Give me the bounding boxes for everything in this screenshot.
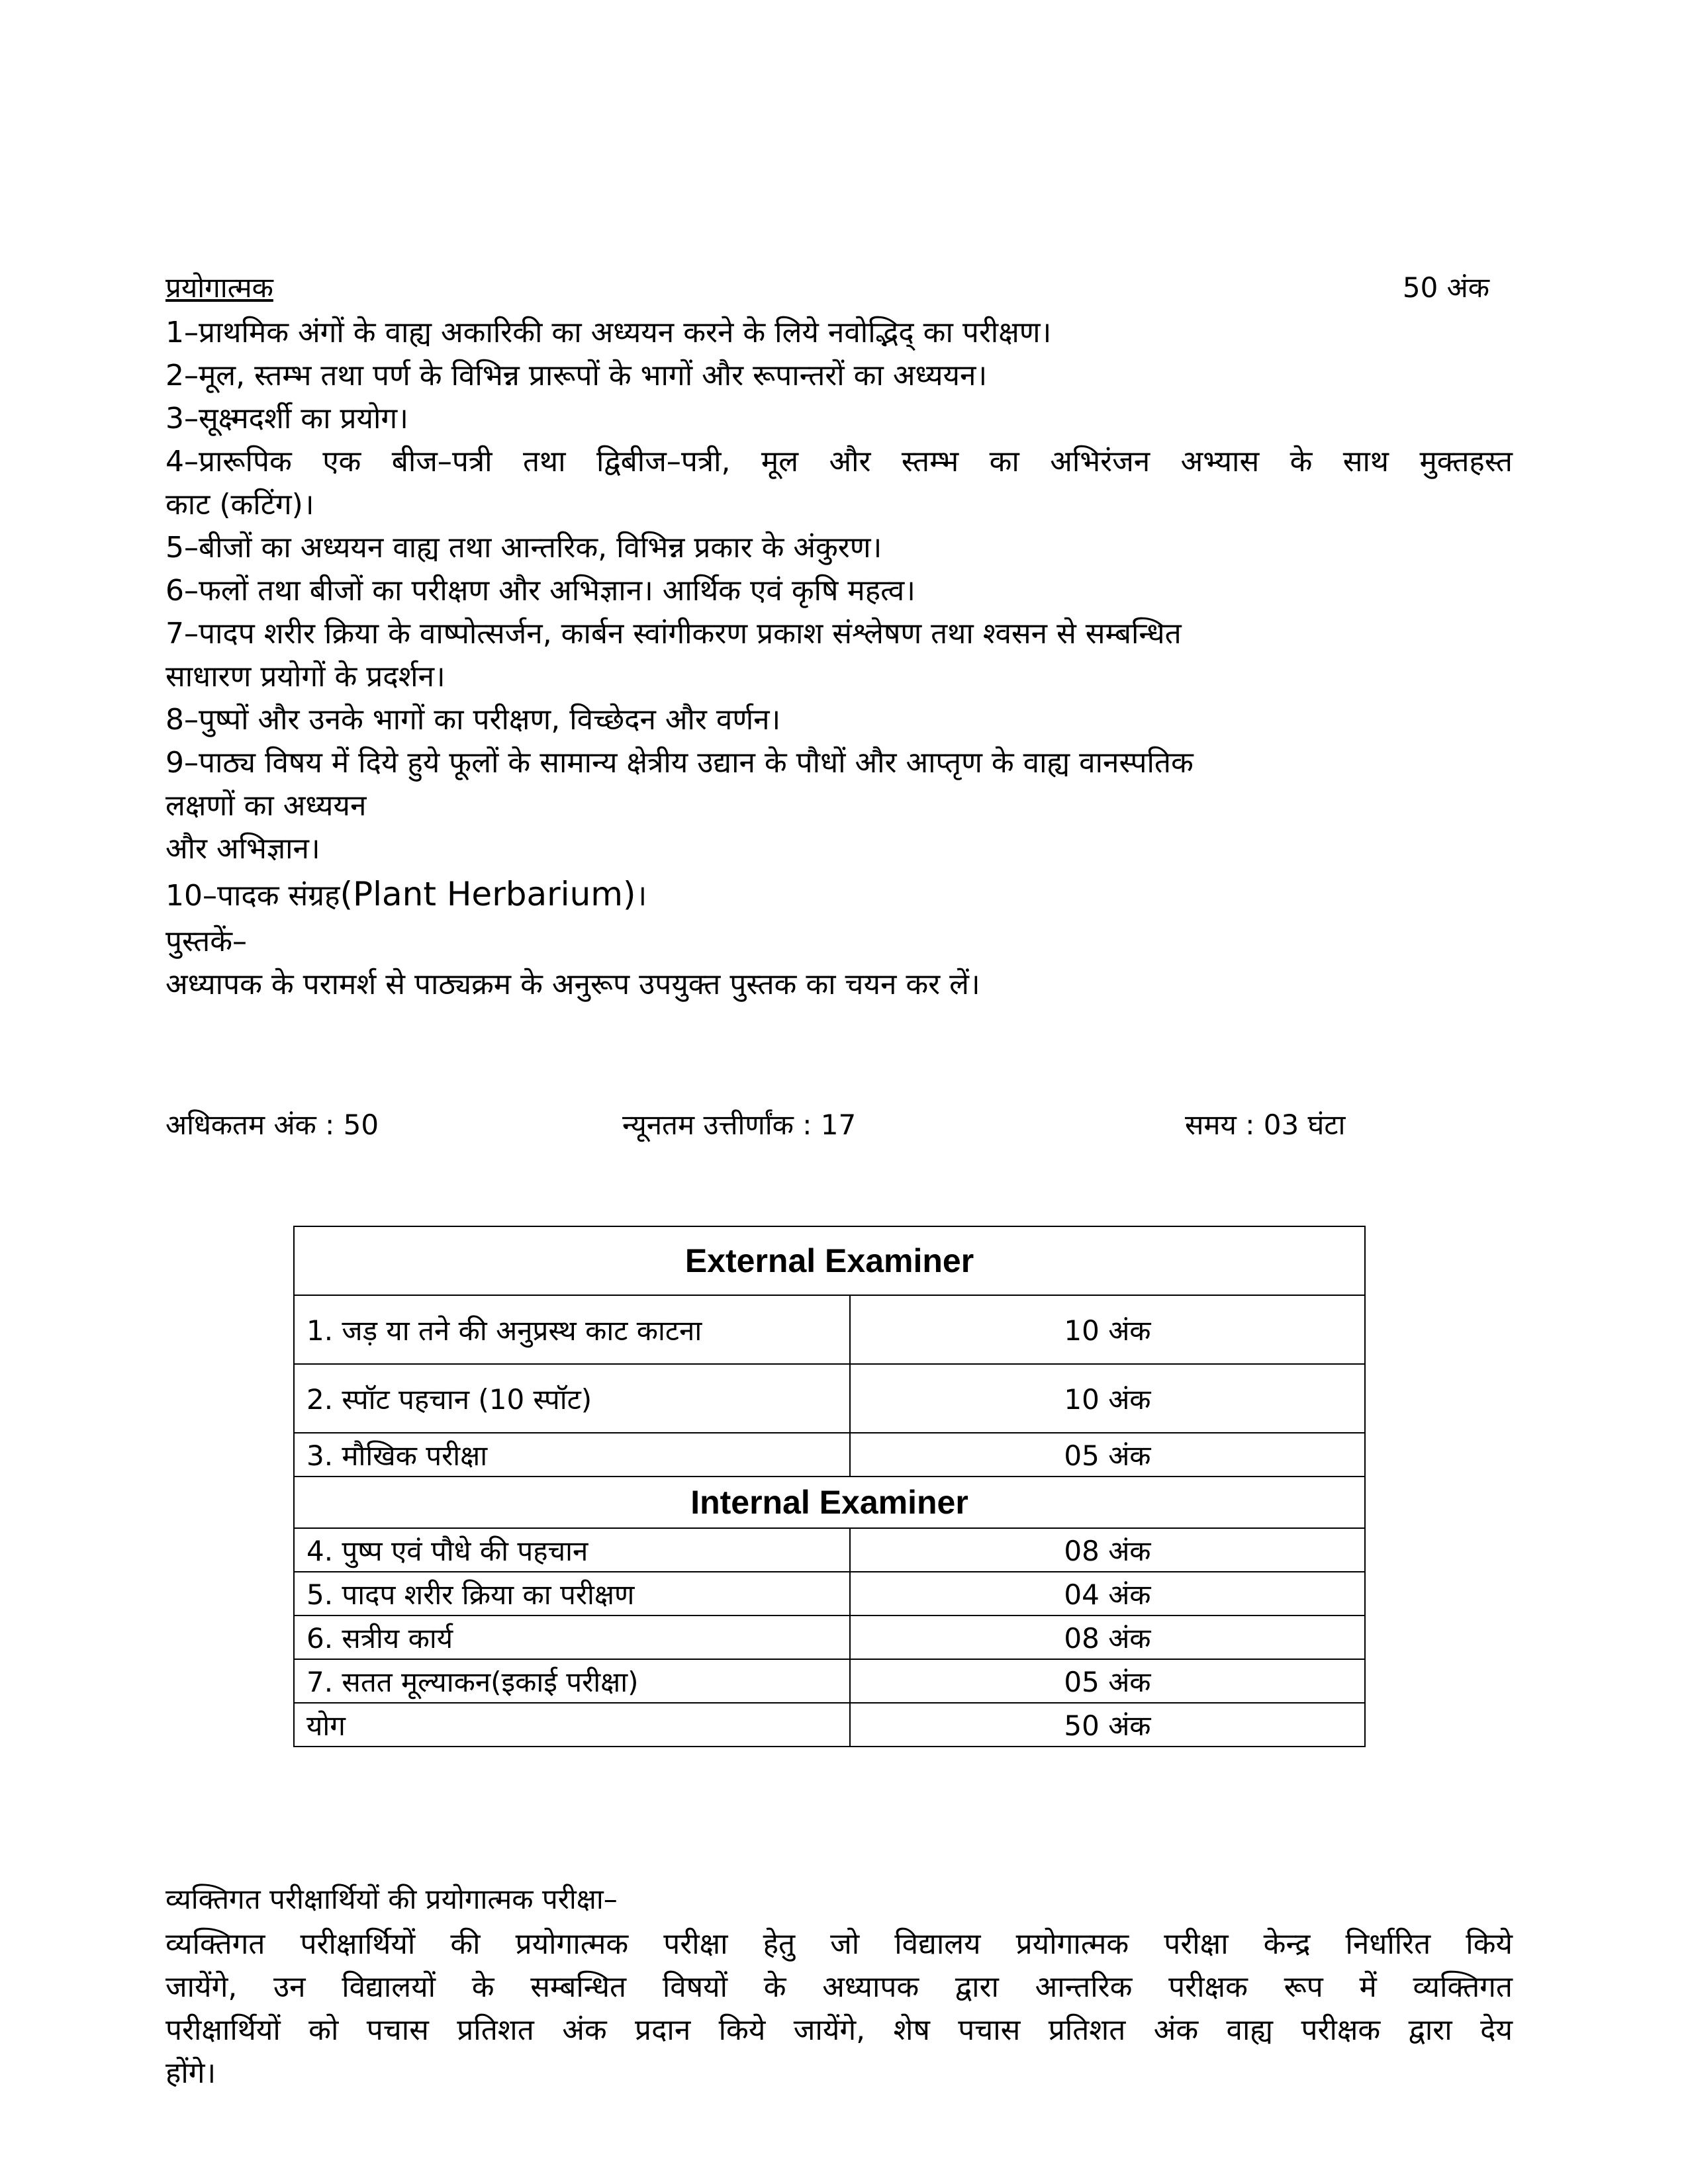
row-value: 08 अंक — [850, 1528, 1365, 1572]
row-label: 1. जड़ या तने की अनुप्रस्थ काट काटना — [294, 1295, 850, 1364]
table-row — [294, 1528, 1365, 1572]
practical-item: साधारण प्रयोगों के प्रदर्शन। — [165, 660, 445, 694]
practical-item: 6–फलों तथा बीजों का परीक्षण और अभिज्ञान। आर्थिक एवं कृषि महत्व। — [165, 574, 915, 608]
practical-item: 1–प्राथमिक अंगों के वाह्य अकारिकी का अध्ययन करने के लिये नवोद्भिद् का परीक्षण। — [165, 316, 1052, 349]
private-exam-paragraph — [165, 1923, 1513, 2095]
row-label: 5. पादप शरीर क्रिया का परीक्षण — [294, 1572, 850, 1615]
row-value: 05 अंक — [850, 1433, 1365, 1477]
table-section-row — [294, 1226, 1365, 1295]
paragraph-line: व्यक्तिगत परीक्षार्थियों की प्रयोगात्मक परीक्षा हेतु जो विद्यालय प्रयोगात्मक परीक्षा केन्द्र निर्धारित किये — [165, 1927, 1513, 1961]
practical-item: लक्षणों का अध्ययन — [165, 789, 367, 823]
books-text: अध्यापक के परामर्श से पाठ्यक्रम के अनुरूप उपयुक्त पुस्तक का चयन कर लें। — [165, 968, 980, 1001]
row-value: 04 अंक — [850, 1572, 1365, 1615]
practical-heading: प्रयोगात्मक — [165, 271, 273, 304]
paragraph-line: होंगे। — [165, 2056, 216, 2090]
table-row — [294, 1659, 1365, 1703]
item10-latin: (Plant Herbarium) — [340, 875, 636, 913]
practical-item: 2–मूल, स्तम्भ तथा पर्ण के विभिन्न प्रारूपों के भागों और रूपान्तरों का अध्ययन। — [165, 359, 988, 392]
practical-item: और अभिज्ञान। — [165, 832, 320, 866]
row-value: 05 अंक — [850, 1659, 1365, 1703]
table-section-row — [294, 1477, 1365, 1528]
table-row — [294, 1433, 1365, 1477]
practical-item: 7–पादप शरीर क्रिया के वाष्पोत्सर्जन, कार्बन स्वांगीकरण प्रकाश संश्लेषण तथा श्वसन से सम्बन्धित — [165, 617, 1182, 651]
private-exam-heading: व्यक्तिगत परीक्षार्थियों की प्रयोगात्मक परीक्षा– — [165, 1883, 618, 1915]
item10-prefix: 10–पादक संग्रह — [165, 879, 340, 913]
row-label: 6. सत्रीय कार्य — [294, 1615, 850, 1659]
external-examiner-title: External Examiner — [294, 1226, 1365, 1295]
table-total-row — [294, 1703, 1365, 1747]
internal-examiner-title: Internal Examiner — [294, 1477, 1365, 1528]
row-value: 10 अंक — [850, 1364, 1365, 1433]
practical-item: 5–बीजों का अध्ययन वाह्य तथा आन्तरिक, विभिन्न प्रकार के अंकुरण। — [165, 531, 882, 565]
practical-heading-row — [165, 268, 1489, 310]
table-row — [294, 1364, 1365, 1433]
paragraph-line: परीक्षार्थियों को पचास प्रतिशत अंक प्रदान किये जायेंगे, शेष पचास प्रतिशत अंक वाह्य परीक्षक द्वारा देय — [165, 2013, 1513, 2047]
practical-item: 9–पाठ्य विषय में दिये हुये फूलों के सामान्य क्षेत्रीय उद्यान के पौधों और आप्तृण के वाह्य वानस्पतिक — [165, 746, 1194, 780]
total-value: 50 अंक — [850, 1703, 1365, 1747]
total-label: योग — [294, 1703, 850, 1747]
table-row — [294, 1295, 1365, 1364]
books-label: पुस्तकें– — [165, 925, 247, 958]
practical-total-marks: 50 अंक — [1402, 271, 1489, 304]
marks-distribution-table — [293, 1226, 1366, 1747]
table-row — [294, 1572, 1365, 1615]
practical-item: 8–पुष्पों और उनके भागों का परीक्षण, विच्छेदन और वर्णन। — [165, 703, 781, 737]
min-pass-marks: न्यूनतम उत्तीर्णांक : 17 — [622, 1109, 857, 1141]
practical-items — [165, 311, 1513, 1006]
row-value: 10 अंक — [850, 1295, 1365, 1364]
practical-item: 4–प्रारूपिक एक बीज–पत्री तथा द्विबीज–पत्री, मूल और स्तम्भ का अभिरंजन अभ्यास के साथ मुक्तहस्त — [165, 445, 1513, 478]
practical-item-10 — [165, 870, 1513, 920]
max-marks: अधिकतम अंक : 50 — [165, 1109, 379, 1141]
item10-suffix: । — [635, 879, 647, 913]
row-label: 2. स्पॉट पहचान (10 स्पॉट) — [294, 1364, 850, 1433]
row-label: 3. मौखिक परीक्षा — [294, 1433, 850, 1477]
practical-item: 3–सूक्ष्मदर्शी का प्रयोग। — [165, 402, 408, 435]
exam-time: समय : 03 घंटा — [1185, 1109, 1346, 1141]
practical-item: काट (कटिंग)। — [165, 488, 314, 522]
paragraph-line: जायेंगे, उन विद्यालयों के सम्बन्धित विषयों के अध्यापक द्वारा आन्तरिक परीक्षक रूप में व्यक्तिगत — [165, 1970, 1513, 2004]
row-value: 08 अंक — [850, 1615, 1365, 1659]
row-label: 4. पुष्प एवं पौधे की पहचान — [294, 1528, 850, 1572]
row-label: 7. सतत मूल्याकन(इकाई परीक्षा) — [294, 1659, 850, 1703]
table-row — [294, 1615, 1365, 1659]
